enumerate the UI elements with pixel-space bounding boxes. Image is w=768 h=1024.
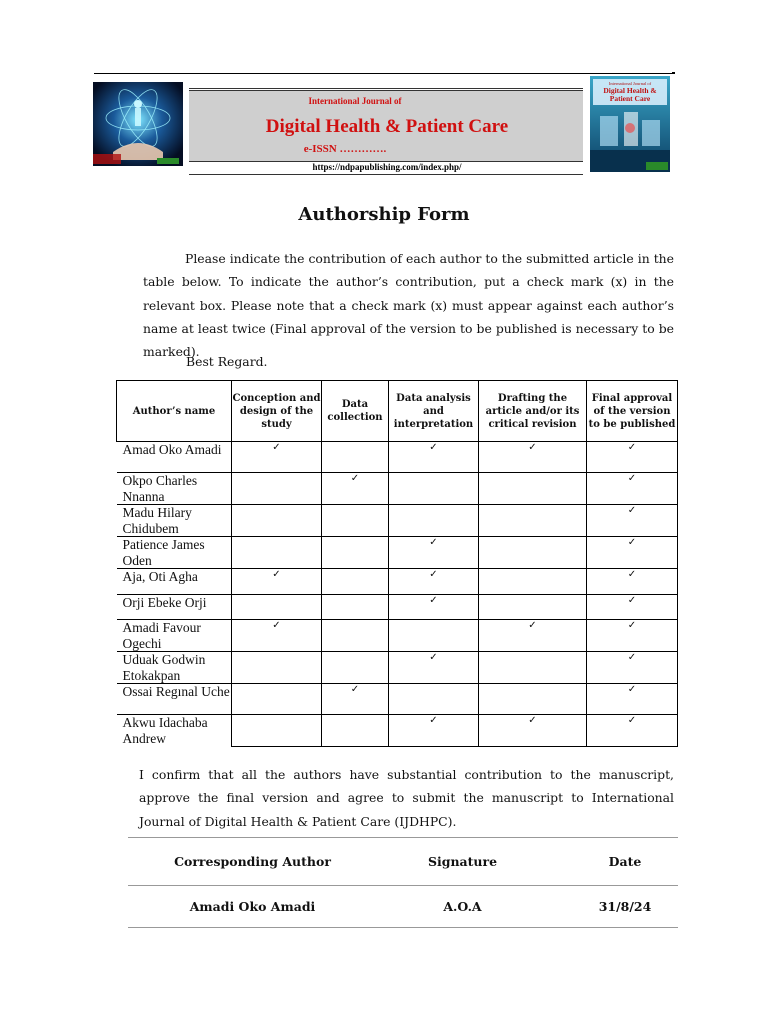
banner-top-line [189, 88, 583, 89]
checkbox-cell-conception[interactable] [232, 442, 322, 473]
checkbox-cell-drafting[interactable] [479, 684, 587, 715]
checkbox-cell-drafting[interactable] [479, 620, 587, 652]
checkbox-cell-conception[interactable] [232, 537, 322, 569]
check-mark-icon: ✓ [627, 569, 637, 580]
checkbox-cell-final-approval[interactable] [587, 569, 678, 595]
column-header-drafting: Drafting the article and/or its critical revision [479, 381, 587, 442]
author-name-cell: Ossai Regınal Uche [117, 684, 232, 715]
table-row [117, 652, 678, 684]
author-name-cell: Madu Hilary Chidubem [117, 505, 232, 537]
checkbox-cell-data-analysis[interactable] [389, 473, 479, 505]
eissn-label: e-ISSN …………. [303, 143, 387, 155]
signature-value: A.O.A [443, 899, 482, 914]
check-mark-icon: ✓ [272, 442, 281, 453]
table-row [117, 569, 678, 595]
checkbox-cell-final-approval[interactable] [587, 715, 678, 747]
author-name-cell: Akwu Idachaba Andrew [117, 715, 232, 747]
banner-bottom-line [189, 174, 583, 175]
table-row [117, 684, 678, 715]
page-title: Authorship Form [298, 204, 470, 225]
corresponding-author-header: Corresponding Author [174, 854, 331, 869]
check-mark-icon: ✓ [429, 569, 438, 580]
checkbox-cell-data-analysis[interactable] [389, 595, 479, 620]
check-mark-icon: ✓ [429, 652, 438, 663]
journal-name: Digital Health & Patient Care [265, 116, 509, 137]
checkbox-cell-data-collection[interactable] [322, 442, 389, 473]
checkbox-cell-final-approval[interactable] [587, 684, 678, 715]
checkbox-cell-final-approval[interactable] [587, 652, 678, 684]
author-name-cell: Orji Ebeke Orji [117, 595, 232, 620]
checkbox-cell-drafting[interactable] [479, 473, 587, 505]
checkbox-cell-final-approval[interactable] [587, 505, 678, 537]
checkbox-cell-data-collection[interactable] [322, 620, 389, 652]
table-row [117, 620, 678, 652]
checkbox-cell-data-collection[interactable] [322, 505, 389, 537]
journal-url[interactable]: https://ndpapublishing.com/index.php/ [312, 162, 462, 172]
checkbox-cell-drafting[interactable] [479, 442, 587, 473]
checkbox-cell-data-collection[interactable] [322, 684, 389, 715]
column-header-author-name: Author’s name [117, 381, 232, 442]
journal-logo-image [93, 82, 183, 166]
cover-title-line3: Patient Care [609, 94, 651, 103]
journal-kicker: International Journal of [308, 96, 402, 106]
author-name-cell: Amad Oko Amadi [117, 442, 232, 473]
column-header-data-analysis: Data analysis and interpretation [389, 381, 479, 442]
date-value: 31/8/24 [598, 899, 652, 914]
table-row [117, 537, 678, 569]
checkbox-cell-drafting[interactable] [479, 595, 587, 620]
check-mark-icon: ✓ [627, 473, 637, 484]
authorship-table [116, 380, 678, 747]
check-mark-icon: ✓ [350, 684, 360, 695]
check-mark-icon: ✓ [429, 442, 438, 453]
check-mark-icon: ✓ [627, 595, 637, 606]
check-mark-icon: ✓ [627, 684, 637, 695]
signature-middle-rule [128, 885, 678, 886]
journal-cover-image [590, 76, 670, 172]
author-name-cell: Amadi Favour Ogechi [117, 620, 232, 652]
cover-title-line1: International Journal of [608, 81, 652, 86]
author-name-cell: Okpo Charles Nnanna [117, 473, 232, 505]
checkbox-cell-conception[interactable] [232, 715, 322, 747]
checkbox-cell-data-collection[interactable] [322, 715, 389, 747]
header-top-rule [94, 73, 672, 74]
signature-bottom-rule [128, 927, 678, 928]
check-mark-icon: ✓ [350, 473, 360, 484]
checkbox-cell-data-analysis[interactable] [389, 505, 479, 537]
signature-header: Signature [427, 854, 498, 869]
checkbox-cell-conception[interactable] [232, 505, 322, 537]
header-rule-tick [672, 72, 675, 74]
regards-text: Best Regard. [186, 354, 268, 369]
check-mark-icon: ✓ [627, 537, 637, 548]
table-row [117, 505, 678, 537]
check-mark-icon: ✓ [627, 652, 637, 663]
check-mark-icon: ✓ [627, 442, 637, 453]
checkbox-cell-data-analysis[interactable] [389, 684, 479, 715]
checkbox-cell-data-collection[interactable] [322, 652, 389, 684]
table-row [117, 595, 678, 620]
check-mark-icon: ✓ [272, 569, 281, 580]
column-header-conception: Conception and design of the study [232, 381, 322, 442]
intro-paragraph: Please indicate the contribution of each author to the submitted article in the table below. To indicate the author’s contribution, put a check mark (x) in the relevant box. Please note that a check mark (x) must appear against each author’s name at least twice (Final approval of the version to be published is necessary to be marked). [143, 251, 674, 360]
checkbox-cell-data-collection[interactable] [322, 595, 389, 620]
checkbox-cell-final-approval[interactable] [587, 473, 678, 505]
check-mark-icon: ✓ [627, 715, 637, 726]
check-mark-icon: ✓ [272, 620, 281, 631]
corresponding-author-name: Amadi Oko Amadi [189, 899, 316, 914]
checkbox-cell-data-analysis[interactable] [389, 442, 479, 473]
checkbox-cell-drafting[interactable] [479, 537, 587, 569]
checkbox-cell-final-approval[interactable] [587, 620, 678, 652]
checkbox-cell-conception[interactable] [232, 595, 322, 620]
check-mark-icon: ✓ [528, 442, 537, 453]
checkbox-cell-data-analysis[interactable] [389, 537, 479, 569]
checkbox-cell-data-analysis[interactable] [389, 715, 479, 747]
checkbox-cell-conception[interactable] [232, 684, 322, 715]
signature-top-rule [128, 837, 678, 838]
check-mark-icon: ✓ [528, 715, 537, 726]
table-row [117, 442, 678, 473]
checkbox-cell-conception[interactable] [232, 473, 322, 505]
checkbox-cell-conception[interactable] [232, 652, 322, 684]
checkbox-cell-drafting[interactable] [479, 505, 587, 537]
checkbox-cell-data-collection[interactable] [322, 537, 389, 569]
author-name-cell: Uduak Godwin Etokakpan [117, 652, 232, 684]
checkbox-cell-data-analysis[interactable] [389, 569, 479, 595]
checkbox-cell-final-approval[interactable] [587, 537, 678, 569]
checkbox-cell-data-analysis[interactable] [389, 620, 479, 652]
checkbox-cell-drafting[interactable] [479, 569, 587, 595]
column-header-final-approval: Final approval of the version to be published [587, 381, 678, 442]
checkbox-cell-conception[interactable] [232, 620, 322, 652]
date-header: Date [608, 854, 642, 869]
checkbox-cell-data-collection[interactable] [322, 569, 389, 595]
check-mark-icon: ✓ [429, 595, 438, 606]
author-name-cell: Patience James Oden [117, 537, 232, 569]
checkbox-cell-drafting[interactable] [479, 715, 587, 747]
table-header-row [117, 381, 678, 442]
column-header-data-collection: Data collection [322, 381, 389, 442]
author-name-cell: Aja, Oti Agha [117, 569, 232, 595]
checkbox-cell-data-analysis[interactable] [389, 652, 479, 684]
table-row [117, 715, 678, 747]
check-mark-icon: ✓ [627, 505, 637, 516]
checkbox-cell-data-collection[interactable] [322, 473, 389, 505]
checkbox-cell-drafting[interactable] [479, 652, 587, 684]
check-mark-icon: ✓ [429, 537, 438, 548]
cover-title-line2: Digital Health & [603, 86, 657, 95]
checkbox-cell-final-approval[interactable] [587, 595, 678, 620]
check-mark-icon: ✓ [528, 620, 537, 631]
checkbox-cell-conception[interactable] [232, 569, 322, 595]
check-mark-icon: ✓ [627, 620, 637, 631]
check-mark-icon: ✓ [429, 715, 438, 726]
checkbox-cell-final-approval[interactable] [587, 442, 678, 473]
table-row [117, 473, 678, 505]
confirmation-paragraph: I confirm that all the authors have substantial contribution to the manuscript, approve the final version and agree to submit the manuscript to International Journal of Digital Health & Patient Care (IJDHPC). [139, 767, 674, 829]
